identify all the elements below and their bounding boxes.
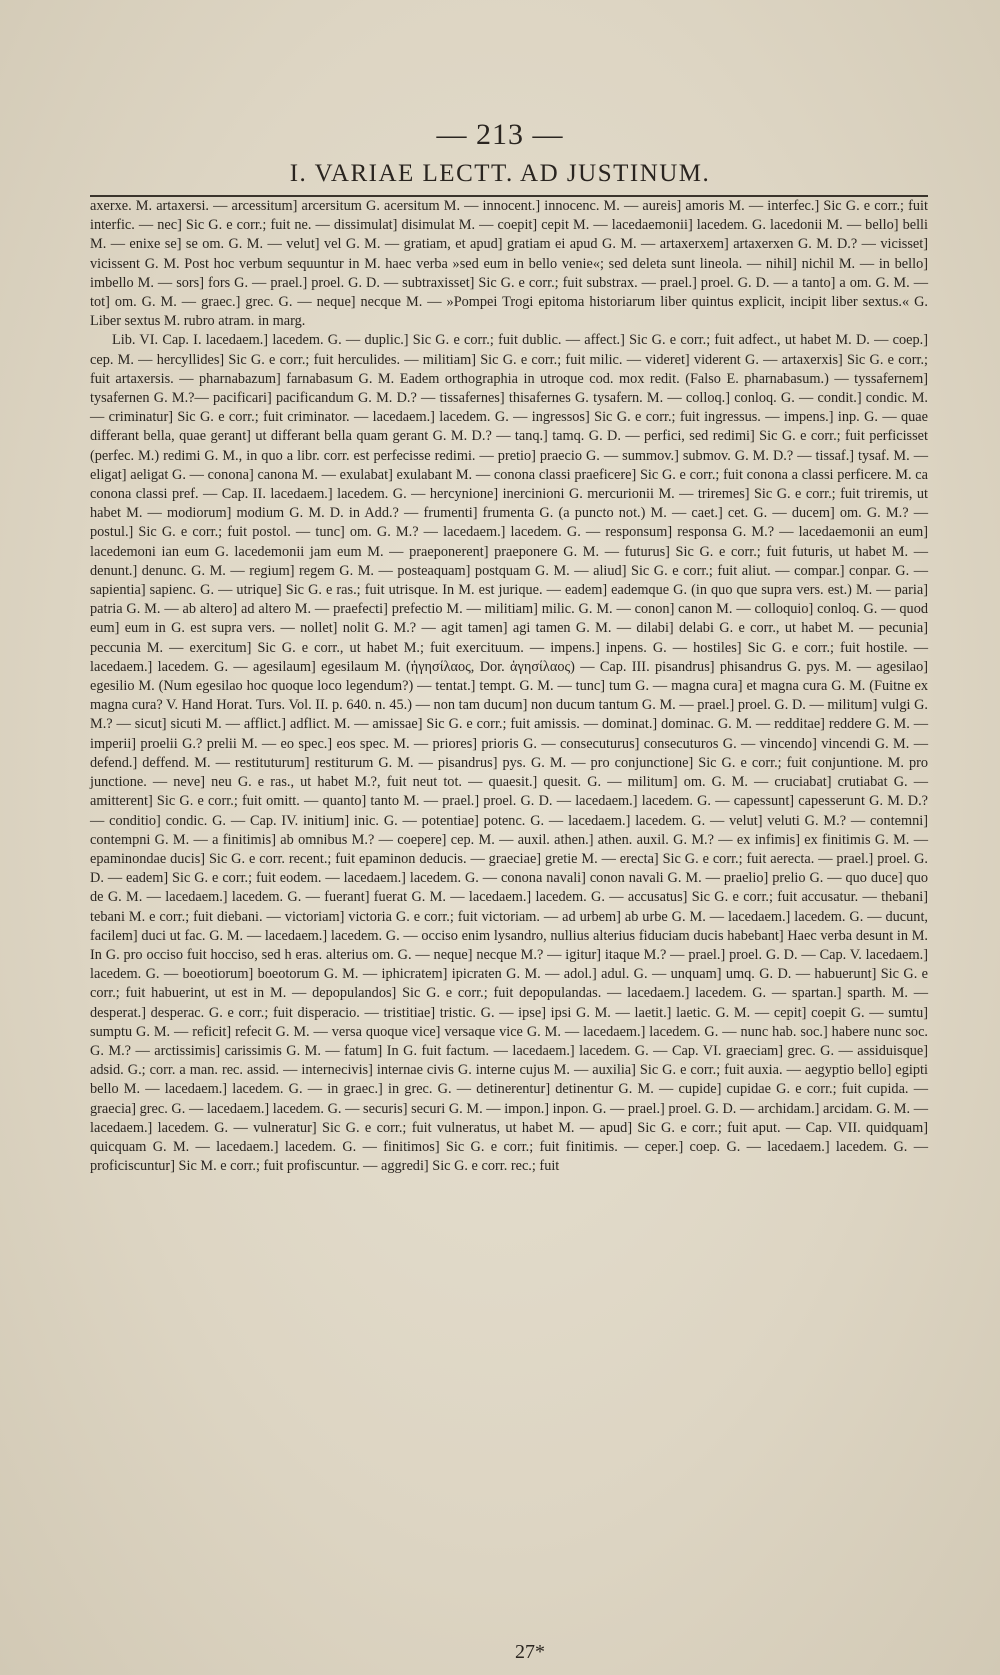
signature-mark: 27*	[515, 1641, 545, 1663]
apparatus-paragraph: Lib. VI. Cap. I. lacedaem.] lacedem. G. — duplic.] Sic G. e corr.; fuit dublic. — affect.] Sic G. e corr.; fuit adfect., ut habet M. D. — coep.] cep. M. — hercyllides] Sic G. e corr.; fuit herculides. — militiam] Sic G. e corr.; fuit milic. — videret] viderent G. — artaxerxis] Sic G. e corr.; fuit artaxersis. — pharnabazum] farnabasum G. M. Eadem orthographia in utroque cod. mox redit. (Falso E. pharnabasum.) — tyssafernem] tysafernen G. M.?— pacificari] pacificandum G. M. D.? — tissafernes] thisafernes G. tysafern. M. — colloq.] conloq. G. — condit.] condic. M. — criminatur] Sic G. e corr.; fuit criminator. — lacedaem.] lacedem. G. — ingressos] Sic G. e corr.; fuit ingressus. — impens.] inp. G. — quae differant bella, quae gerant] ut differant bella quam gerant G. M. D.? — tanq.] tamq. G. D. — perfici, sed redimi] Sic G. e corr.; fuit perficisset (perfec. M.) redimi G. M., in quo a libr. corr. est perfecisse redimi. — pretio] praecio G. — summov.] submov. G. M. D.? — tissaf.] tysaf. M. — eligat] aeligat G. — conona] canona M. — exulabat] exulabant M. — conona classi praeficere] Sic G. e corr.; fuit conona a classi perficere. M. ca conona classi pref. — Cap. II. lacedaem.] lacedem. G. — hercynione] inercinioni G. mercurionii M. — triremes] Sic G. e corr.; fuit triremis, ut habet M. — modiorum] modium G. M. D. in Add.? — frumenti] frumenta G. (a puncto not.) M. — caet.] cet. G. — ducem] om. G. M.? — postul.] Sic G. e corr.; fuit postol. — tunc] om. G. M.? — lacedaem.] lacedem. G. — responsum] responsa G. M.? — lacedaemonii an eum] lacedemoni ian eum G. lacedemonii jam eum M. — praeponerent] praeponere G. M. — futurus] Sic G. e corr.; fuit futuris, ut habet M. — denunt.] denunc. G. M. — regium] regem G. M. — posteaquam] postquam G. M. — aliud] Sic G. e corr.; fuit aliut. — compar.] conpar. G. — sapientia] sapienc. G. — utrique] Sic G. e ras.; fuit utrisque. In M. est jurique. — eadem] eademque G. (in quo que supra vers. est.) M. — paria] patria G. M. — ab altero] ad altero M. — praefecti] prefectio M. — militiam] milic. G. M. — conon] canon M. — colloquio] conloq. G. — quod eum] eum in G. est supra vers. — nollet] nolit G. M.? — agit tamen] agi tamen G. M. — dilabi] delabi G. e corr., ut habet M. — pecunia] peccunia M. — exercitum] Sic G. e corr., ut habet M.; fuit exercituum. — impens.] inpens. G. — hostiles] Sic G. e corr.; fuit hostile. — lacedaem.] lacedem. G. — agesilaum] egesilaum M. (ἡγησίλαος, Dor. ἁγησίλαος) — Cap. III. pisandrus] phisandrus G. pys. M. — agesilao] egesilio M. (Num egesilao hoc quoque loco legendum?) — tentat.] tempt. G. M. — tunc] tum G. — magna cura] et magna cura G. M. (Fuitne ex magna cura? V. Hand Horat. Turs. Vol. II. p. 640. n. 45.) — non tam ducum] non ducum tantum G. M. — prael.] proel. G. D. — militum] vulgi G. M.? — sicut] sicuti M. — afflict.] adflict. M. — amissae] Sic G. e corr.; fuit amissis. — dominat.] dominac. G. M. — redditae] reddere G. M. — imperii] proelii G.? prelii M. — eo spec.] eos spec. M. — priores] prioris G. — consecuturus] consecuturos G. — vincendo] vincendi G. M. — defend.] deffend. M. — restituturum] restiturum G. M. — pisandrus] pys. G. M. — pro conjunctione] Sic G. e corr.; fuit conjuntione. M. pro junctione. — neve] neu G. e ras., ut habet M.?, fuit neut tot. — quaesit.] quesit. G. — militum] om. G. M. — cruciabat] crutiabat G. — amitterent] Sic G. e corr.; fuit omitt. — quanto] tanto M. — prael.] proel. G. D. — lacedaem.] lacedem. G. — capessunt] capesserunt G. M. D.? — conditio] condic. G. — Cap. IV. initium] inic. G. — potentiae] potenc. G. — lacedaem.] lacedem. G. — velut] veluti G. M.? — contemni] contempni G. M. — a finitimis] ab omnibus M.? — coepere] cep. M. — auxil. athen.] athen. auxil. G. M.? — ex infimis] ex finitimis G. M. — epaminondae ducis] Sic G. e corr. recent.; fuit epaminon deducis. — graeciae] gretie M. — erecta] Sic G. e corr.; fuit aerecta. — prael.] proel. G. D. — eadem] Sic G. e corr.; fuit eodem. — lacedaem.] lacedem. G. — conona navali] conon navali G. M. — praelio] prelio G. — quo duce] quo de G. M. — lacedaem.] lacedem. G. — fuerant] fuerat G. M. — lacedaem.] lacedem. G. — accusatus] Sic G. e corr.; fuit accusatur. — thebani] tebani M. e corr.; fuit diebani. — victoriam] victoria G. e corr.; fuit victoriam. — ad urbem] ab urbe G. M. — lacedaem.] lacedem. G. — ducunt, facilem] duci ut fac. G. M. — lacedaem.] lacedem. G. — occiso enim lysandro, nullius alterius fiduciam ducis habebant] Haec verba desunt in M. In G. pro occiso fuit hocciso, sed h eras. alterius om. G. — neque] necque M.? — igitur] itaque M.? — prael.] proel. G. D. — Cap. V. lacedaem.] lacedem. G. — boeotiorum] boeotorum G. M. — iphicratem] ipicraten G. M. — adol.] adul. G. — unquam] umq. G. D. — habuerunt] Sic G. e corr.; fuit habuerint, ut est in M. — depopulandos] Sic G. e corr.; fuit depopulandas. — lacedaem.] lacedem. G. — spartan.] sparth. M. — desperat.] desperac. G. e corr.; fuit disperacio. — tristitiae] tristic. G. — ipse] ipsi G. M. — laetit.] laetic. G. M. — cepit] coepit G. — sumtu] sumptu G. M. — reficit] refecit G. M. — versa quoque vice] versaque vice G. M. — lacedaem.] lacedem. G. — nunc hab. soc.] habere nunc soc. G. M.? — arctissimis] carissimis G. M. — fatum] In G. fuit factum. — lacedaem.] lacedem. G. — Cap. VI. graeciam] grec. G. — assiduisque] adsid. G.; corr. a man. rec. assid. — internecivis] internae civis G. interne cujus M. — auxilia] Sic G. e corr.; fuit auxia. — aegyptio bello] egipti bello M. — lacedaem.] lacedem. G. — in graec.] in grec. G. — detinerentur] detinentur G. M. — cupide] cupidae G. e corr.; fuit cupida. — graecia] grec. G. — lacedaem.] lacedem. G. — securis] securi G. M. — impon.] inpon. G. — prael.] proel. G. D. — archidam.] arcidam. G. M. — lacedaem.] lacedem. G. — vulneratur] Sic G. e corr.; fuit vulneratus, ut habet M. — apud] Sic G. e corr.; fuit aput. — Cap. VII. quidquam] quicquam G. M. — lacedaem.] lacedem. G. — finitimos] Sic G. e corr.; fuit finitimis. — ceper.] coep. G. — lacedaem.] lacedem. G. — proficiscuntur] Sic M. e corr.; fuit profiscuntur. — aggredi] Sic G. e corr. rec.; fuit	[90, 332, 928, 1175]
running-head: I. VARIAE LECTT. AD JUSTINUM.	[289, 160, 711, 187]
apparatus-text	[90, 197, 928, 1176]
page-number: — 213 —	[436, 118, 564, 151]
apparatus-paragraph: axerxe. M. artaxersi. — arcessitum] arcersitum G. acersitum M. — innocent.] innocenc. M. — aureis] amoris M. — interfec.] Sic G. e corr.; fuit interfic. — nec] Sic G. e corr.; fuit ne. — dissimulat] disimulat M. — coepit] cepit M. — lacedaemonii] lacedem. G. lacedonii M. — bello] belli M. — enixe se] se om. G. M. — velut] vel G. M. — gratiam, et apud] gratiam ei apud G. M. — artaxerxem] artaxerxen G. M. D.? — vicisset] vicissent G. M. Post hoc verbum sequuntur in M. haec verba »sed eum in bello venie«; sed deleta sunt lineola. — nihil] nichil M. — in bello] imbello M. — sors] fors G. — prael.] proel. G. D. — subtraxisset] Sic G. e corr.; fuit substrax. — prael.] proel. G. D. — a tanto] a om. G. M. — tot] om. G. M. — graec.] grec. G. — neque] necque M. — »Pompei Trogi epitoma historiarum liber quintus explicit, incipit liber sextus.« G. Liber sextus M. rubro atram. in marg.	[90, 198, 928, 330]
